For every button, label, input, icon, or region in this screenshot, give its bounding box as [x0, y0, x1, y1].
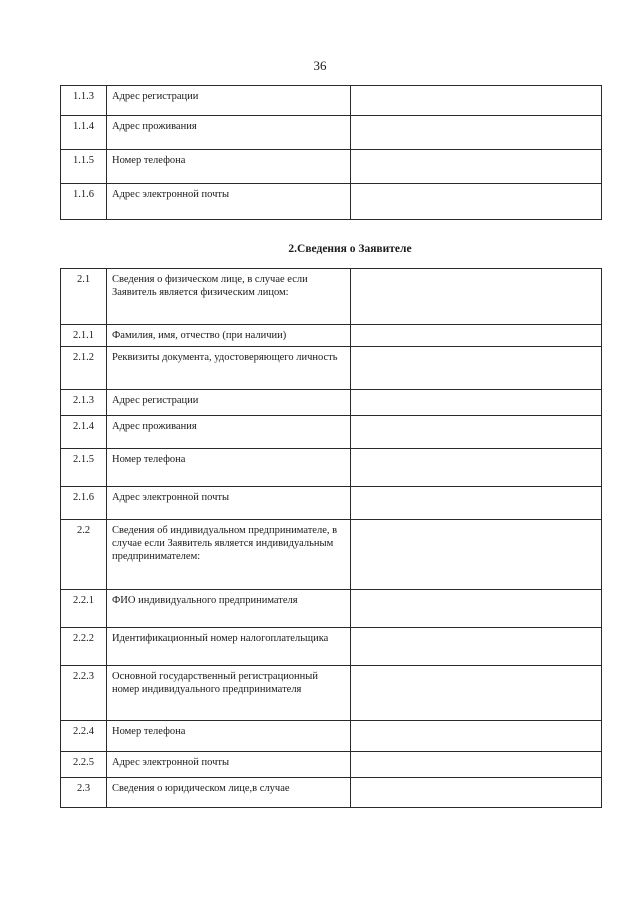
row-label: Адрес проживания	[107, 416, 351, 449]
row-label: Сведения об индивидуальном предпринимателе, в случае если Заявитель является индивидуальным предпринимателем:	[107, 520, 351, 590]
row-value-field[interactable]	[351, 590, 602, 628]
row-code: 2.1.6	[61, 487, 107, 520]
row-value-field[interactable]	[351, 390, 602, 416]
table-row	[61, 628, 602, 666]
row-value-field[interactable]	[351, 416, 602, 449]
table-row	[61, 590, 602, 628]
row-code: 2.2.1	[61, 590, 107, 628]
row-code: 2.2.3	[61, 666, 107, 721]
table-row	[61, 347, 602, 390]
table-row	[61, 520, 602, 590]
row-label: ФИО индивидуального предпринимателя	[107, 590, 351, 628]
row-value-field[interactable]	[351, 325, 602, 347]
row-value-field[interactable]	[351, 184, 602, 220]
row-value-field[interactable]	[351, 116, 602, 150]
row-label: Адрес регистрации	[107, 390, 351, 416]
row-code: 2.2.4	[61, 721, 107, 752]
table-row	[61, 150, 602, 184]
row-value-field[interactable]	[351, 449, 602, 487]
table-row	[61, 390, 602, 416]
applicant-address-table	[60, 85, 602, 220]
row-value-field[interactable]	[351, 628, 602, 666]
table-row	[61, 184, 602, 220]
row-value-field[interactable]	[351, 269, 602, 325]
row-label: Номер телефона	[107, 449, 351, 487]
row-label: Фамилия, имя, отчество (при наличии)	[107, 325, 351, 347]
row-value-field[interactable]	[351, 86, 602, 116]
row-code: 2.2	[61, 520, 107, 590]
table-row	[61, 416, 602, 449]
row-value-field[interactable]	[351, 347, 602, 390]
row-label: Основной государственный регистрационный номер индивидуального предпринимателя	[107, 666, 351, 721]
table-row	[61, 449, 602, 487]
table-row	[61, 86, 602, 116]
row-label: Реквизиты документа, удостоверяющего личность	[107, 347, 351, 390]
row-label: Номер телефона	[107, 721, 351, 752]
row-code: 2.1.2	[61, 347, 107, 390]
table-row	[61, 666, 602, 721]
row-code: 2.2.2	[61, 628, 107, 666]
row-code: 2.1.4	[61, 416, 107, 449]
row-value-field[interactable]	[351, 520, 602, 590]
applicant-info-table	[60, 268, 602, 808]
table-row	[61, 116, 602, 150]
row-value-field[interactable]	[351, 666, 602, 721]
table-row	[61, 269, 602, 325]
row-code: 1.1.5	[61, 150, 107, 184]
page-number: 36	[313, 58, 327, 73]
row-code: 2.1.1	[61, 325, 107, 347]
row-value-field[interactable]	[351, 150, 602, 184]
row-label: Сведения о юридическом лице,в случае	[107, 778, 351, 808]
row-code: 2.2.5	[61, 752, 107, 778]
row-value-field[interactable]	[351, 721, 602, 752]
row-label: Номер телефона	[107, 150, 351, 184]
table-row	[61, 752, 602, 778]
row-code: 1.1.4	[61, 116, 107, 150]
row-code: 1.1.3	[61, 86, 107, 116]
table-body	[61, 269, 602, 808]
row-value-field[interactable]	[351, 778, 602, 808]
table-row	[61, 325, 602, 347]
section-title-applicant: 2.Сведения о Заявителе	[288, 243, 412, 255]
row-label: Адрес электронной почты	[107, 184, 351, 220]
row-label: Сведения о физическом лице, в случае если Заявитель является физическим лицом:	[107, 269, 351, 325]
row-label: Адрес проживания	[107, 116, 351, 150]
row-value-field[interactable]	[351, 752, 602, 778]
table-body	[61, 86, 602, 220]
row-code: 2.1.3	[61, 390, 107, 416]
table-row	[61, 487, 602, 520]
row-code: 2.1.5	[61, 449, 107, 487]
row-label: Адрес регистрации	[107, 86, 351, 116]
row-label: Адрес электронной почты	[107, 752, 351, 778]
row-label: Адрес электронной почты	[107, 487, 351, 520]
row-code: 2.3	[61, 778, 107, 808]
row-label: Идентификационный номер налогоплательщика	[107, 628, 351, 666]
row-value-field[interactable]	[351, 487, 602, 520]
row-code: 2.1	[61, 269, 107, 325]
table-row	[61, 721, 602, 752]
table-row	[61, 778, 602, 808]
row-code: 1.1.6	[61, 184, 107, 220]
